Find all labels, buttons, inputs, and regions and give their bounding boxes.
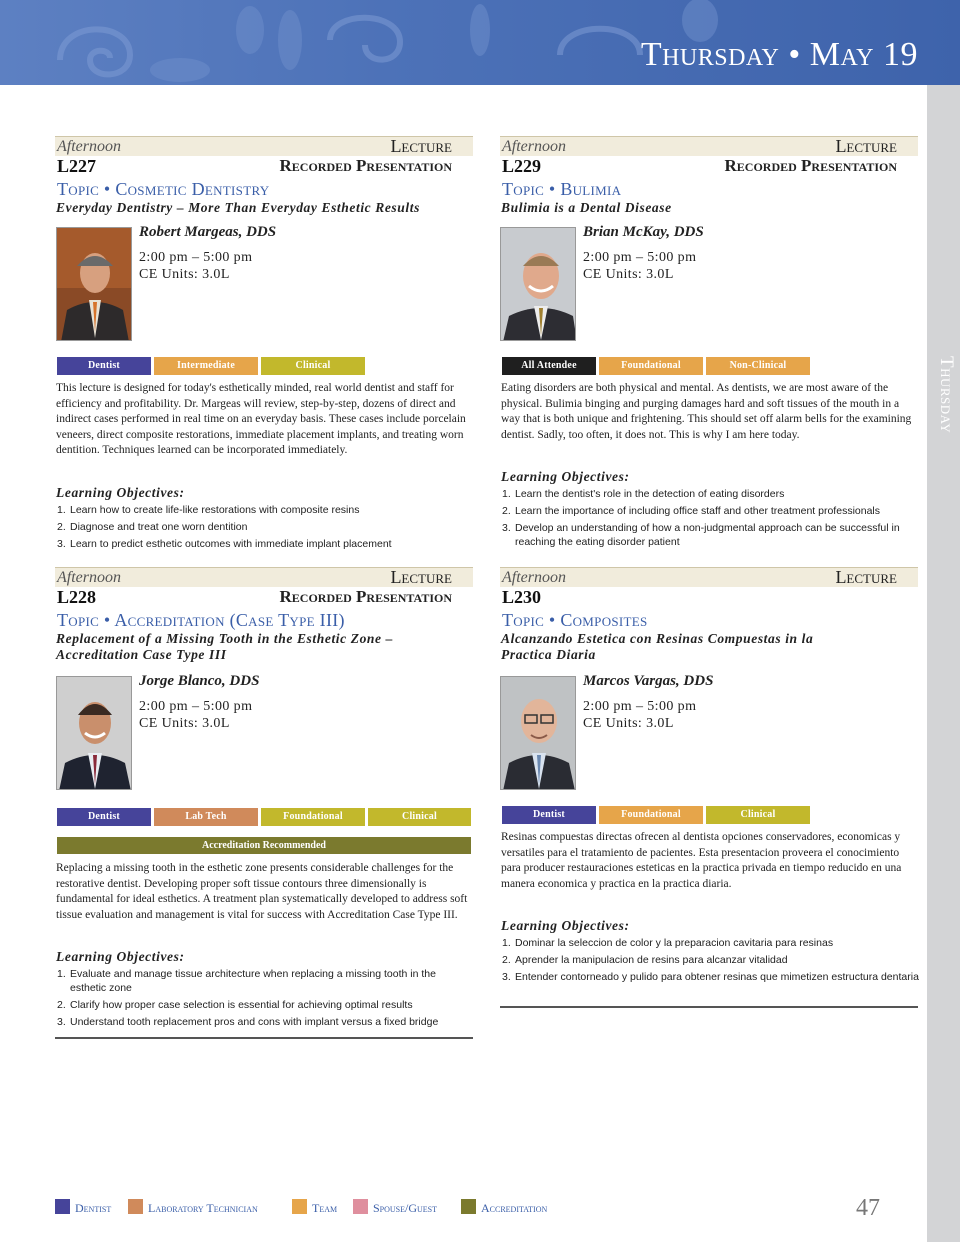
- objective-item: 3. Develop an understanding of how a non-judgmental approach can be successful in reaching the eating disorder patient: [502, 522, 900, 548]
- tag-non-clinical: Non-Clinical: [706, 357, 810, 375]
- legend-swatch: [292, 1199, 307, 1214]
- objectives-title: Learning Objectives:: [56, 949, 185, 964]
- objectives-title: Learning Objectives:: [501, 469, 630, 484]
- session-time: Afternoon: [57, 569, 121, 586]
- speaker-photo: [500, 227, 576, 341]
- tag-lab-tech: Lab Tech: [154, 808, 258, 826]
- speaker-photo: [500, 676, 576, 790]
- tag-dentist: Dentist: [57, 357, 151, 375]
- session-header-bar: [55, 567, 473, 587]
- speaker-name: Brian McKay, DDS: [583, 224, 704, 240]
- side-tab-strip: [927, 85, 960, 1242]
- recorded-label: Recorded Presentation: [279, 156, 452, 175]
- session-subtitle: Bulimia is a Dental Disease: [501, 200, 672, 215]
- tag-dentist: Dentist: [502, 806, 596, 824]
- session-subtitle: Alcanzando Estetica con Resinas Compuestas in la Practica Diaria: [501, 631, 814, 662]
- page-number: 47: [856, 1195, 880, 1221]
- session-description: Resinas compuestas directas ofrecen al dentista opciones conservadores, economicas y versatiles para el tratamiento de pacientes. Esta presentacion proveera el conocimiento para producer restauraciones esteticas en la practica privada en tiempo reducido en una manera economica y practica en la practica diaria.: [501, 831, 902, 890]
- session-code: L229: [502, 156, 542, 176]
- objectives-list: [501, 487, 919, 552]
- objective-item: 3. Understand tooth replacement pros and cons with implant versus a fixed bridge: [57, 1016, 439, 1028]
- tag-foundational: Foundational: [261, 808, 365, 826]
- tag-all-attendee: All Attendee: [502, 357, 596, 375]
- objectives-list: [56, 967, 474, 1032]
- session-time: Afternoon: [502, 138, 566, 155]
- audience-tags: [57, 357, 367, 375]
- speaker-photo: [56, 676, 132, 790]
- objective-item: 1. Dominar la seleccion de color y la preparacion cavitaria para resinas: [502, 937, 834, 949]
- section-divider: [55, 1037, 473, 1039]
- session-code-row: [500, 587, 918, 608]
- session-code-row: [55, 156, 473, 177]
- tag-foundational: Foundational: [599, 357, 703, 375]
- session-description: This lecture is designed for today's esthetically minded, real world dentist and staff for efficiency and profitability. Dr. Margeas will review, step-by-step, dozens of direct and indirect cases performed in real time on an everyday basis. These cases include porcelain veneers, direct composite restorations, immediate placement implants, and treating worn dentition. Techniques learned can be incorporated immediately.: [56, 382, 466, 456]
- objective-item: 3. Entender contorneado y pulido para obtener resinas que mimetizen estructura dentaria: [502, 971, 919, 983]
- session-time-range: 2:00 pm – 5:00 pm: [139, 250, 253, 265]
- objective-item: 1. Learn how to create life-like restorations with composite resins: [57, 504, 360, 516]
- ce-units: CE Units: 3.0L: [139, 267, 230, 282]
- objective-item: 2. Learn the importance of including office staff and other treatment professionals: [502, 505, 880, 517]
- session-subtitle: Replacement of a Missing Tooth in the Esthetic Zone – Accreditation Case Type III: [56, 631, 393, 662]
- recorded-label: Recorded Presentation: [279, 587, 452, 606]
- tag-clinical: Clinical: [368, 808, 471, 826]
- session-format: Lecture: [835, 136, 897, 156]
- speaker-name: Marcos Vargas, DDS: [583, 673, 714, 689]
- session-time-range: 2:00 pm – 5:00 pm: [583, 699, 697, 714]
- session-topic: Topic • Accreditation (Case Type III): [57, 610, 345, 630]
- session-card-l228: [55, 567, 473, 663]
- session-description: Replacing a missing tooth in the esthetic zone presents considerable challenges for the restorative dentist. Developing proper soft tissue contours three dimensionally is fundamental for ideal esthetics. A treatment plan systematically developed to address soft tissue evaluation and management is vital for success with Accreditation Case Type III.: [56, 862, 468, 921]
- session-card-l230: [500, 567, 918, 663]
- objectives-title: Learning Objectives:: [56, 485, 185, 500]
- session-topic: Topic • Composites: [502, 610, 648, 630]
- session-time-range: 2:00 pm – 5:00 pm: [583, 250, 697, 265]
- audience-tags: [502, 806, 812, 824]
- ce-units: CE Units: 3.0L: [139, 716, 230, 731]
- session-format: Lecture: [835, 567, 897, 587]
- accreditation-recommended-bar: Accreditation Recommended: [57, 837, 471, 854]
- objectives-title: Learning Objectives:: [501, 918, 630, 933]
- section-divider: [500, 1006, 918, 1008]
- session-code: L228: [57, 587, 97, 607]
- session-subtitle: Everyday Dentistry – More Than Everyday Esthetic Results: [56, 200, 420, 215]
- tag-dentist: Dentist: [57, 808, 151, 826]
- session-format: Lecture: [390, 136, 452, 156]
- session-code-row: [55, 587, 473, 608]
- session-header-bar: [500, 567, 918, 587]
- page-header-banner: [0, 0, 960, 85]
- legend-swatch: [55, 1199, 70, 1214]
- tag-clinical: Clinical: [706, 806, 810, 824]
- session-code: L227: [57, 156, 97, 176]
- session-card-l229: [500, 136, 918, 216]
- recorded-label: Recorded Presentation: [724, 156, 897, 175]
- legend-swatch: [461, 1199, 476, 1214]
- session-time: Afternoon: [57, 138, 121, 155]
- objectives-list: [56, 503, 474, 554]
- session-code-row: [500, 156, 918, 177]
- tag-clinical: Clinical: [261, 357, 365, 375]
- tag-foundational: Foundational: [599, 806, 703, 824]
- session-time: Afternoon: [502, 569, 566, 586]
- session-time-range: 2:00 pm – 5:00 pm: [139, 699, 253, 714]
- objectives-list: [501, 936, 919, 987]
- session-header-bar: [55, 136, 473, 156]
- speaker-name: Robert Margeas, DDS: [139, 224, 277, 240]
- audience-tags: [502, 357, 812, 375]
- side-day-label: Thursday: [936, 356, 957, 434]
- objective-item: 3. Learn to predict esthetic outcomes with immediate implant placement: [57, 538, 392, 550]
- session-card-l227: [55, 136, 473, 216]
- objective-item: 2. Aprender la manipulacion de resins para alcanzar vitalidad: [502, 954, 788, 966]
- objective-item: 1. Evaluate and manage tissue architecture when replacing a missing tooth in the esthetic zone: [57, 968, 436, 994]
- audience-tags: [57, 808, 471, 826]
- ce-units: CE Units: 3.0L: [583, 716, 674, 731]
- objective-item: 2. Diagnose and treat one worn dentition: [57, 521, 248, 533]
- legend-swatch: [353, 1199, 368, 1214]
- tag-intermediate: Intermediate: [154, 357, 258, 375]
- objective-item: 2. Clarify how proper case selection is essential for achieving optimal results: [57, 999, 413, 1011]
- session-topic: Topic • Cosmetic Dentistry: [57, 179, 270, 199]
- session-format: Lecture: [390, 567, 452, 587]
- session-description: Eating disorders are both physical and mental. As dentists, we are most aware of the physical. Bulimia binging and purging damages hard and soft tissues of the mouth in a way that is both unique and frightening. This should set off alarm bells for the examining dentist. Sadly, too often, it does not. This is why I am here today.: [501, 382, 912, 441]
- legend-swatch: [128, 1199, 143, 1214]
- session-header-bar: [500, 136, 918, 156]
- speaker-photo: [56, 227, 132, 341]
- page-title: Thursday • May 19: [640, 36, 918, 73]
- session-code: L230: [502, 587, 542, 607]
- speaker-name: Jorge Blanco, DDS: [139, 673, 260, 689]
- ce-units: CE Units: 3.0L: [583, 267, 674, 282]
- session-topic: Topic • Bulimia: [502, 179, 622, 199]
- objective-item: 1. Learn the dentist's role in the detection of eating disorders: [502, 488, 785, 500]
